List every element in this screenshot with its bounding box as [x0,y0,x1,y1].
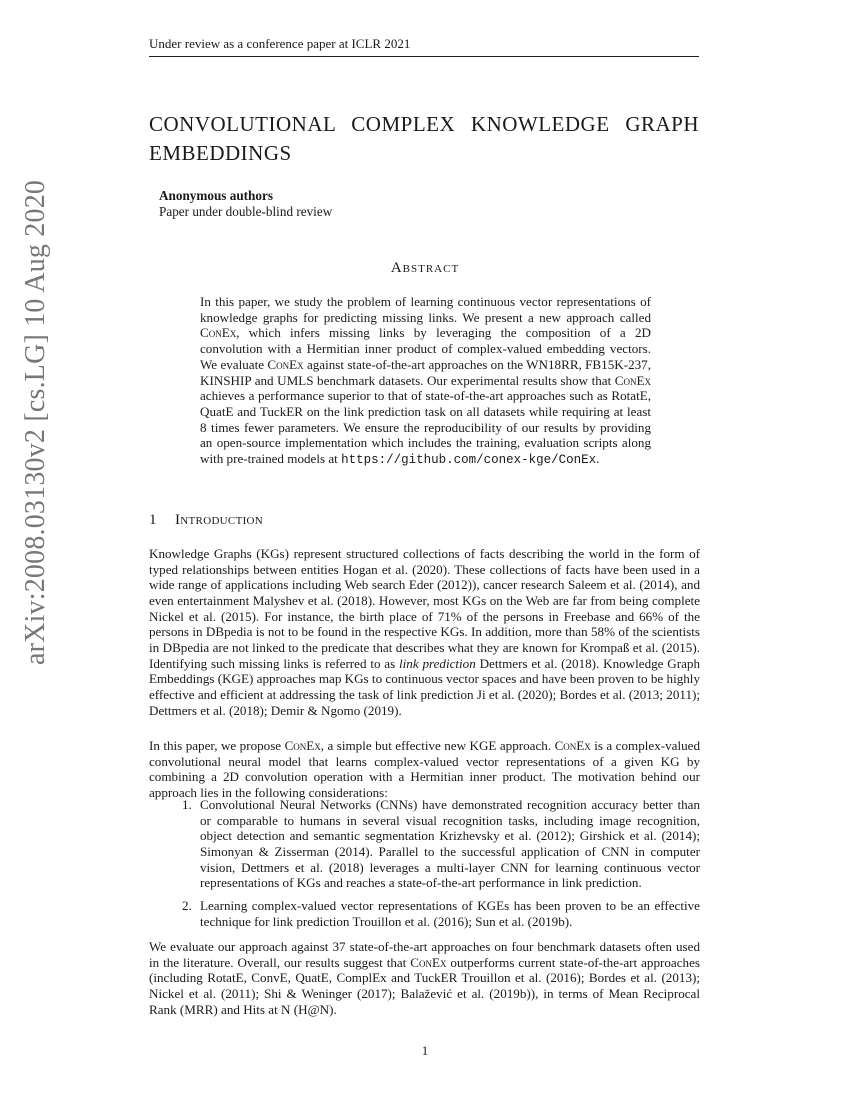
running-header: Under review as a conference paper at ICLR 2021 [149,36,699,57]
motivation-list [182,797,700,936]
model-name: ConEx [410,954,447,970]
list-item-number: 1. [182,797,192,812]
list-item [182,898,700,929]
section-title: Introduction [175,512,264,528]
section-heading-introduction [149,511,263,529]
model-name: ConEx [614,372,651,388]
abstract-text: In this paper, we study the problem of learning continuous vector representations of knowledge graphs for predicting missing links. We present a new approach called ConEx, which infers missing links by leveraging the composition of a 2D convolution with a Hermitian inner product of complex-valued embedding vectors. We evaluate ConEx against state-of-the-art approaches on the WN18RR, FB15K-237, KINSHIP and UMLS benchmark datasets. Our experimental results show that ConEx achieves a performance superior to that of state-of-the-art approaches such as RotatE, QuatE and TuckER on the link prediction task on all datasets while requiring at least 8 times fewer parameters. We ensure the reproducibility of our results by providing an open-source implementation which includes the training, evaluation scripts along with pre-trained models at https://github.com/conex-kge/ConEx. [200,294,651,468]
abstract-heading: Abstract [390,260,460,276]
emphasis-term: link prediction [399,655,476,671]
author-name: Anonymous authors [159,188,273,203]
list-item-text: Learning complex-valued vector representations of KGEs has been proven to be an effective technique for link prediction Trouillon et al. (2016); Sun et al. (2019b). [200,897,700,929]
list-item-number: 2. [182,897,192,913]
review-note: Paper under double-blind review [159,204,333,219]
author-block [159,188,332,220]
model-name: ConEx [200,325,237,341]
intro-paragraph-2: In this paper, we propose ConEx, a simple but effective new KGE approach. ConEx is a complex-valued convolutional neural model that learns complex-valued vector representations of a given KG by combining a 2D convolution operation with a Hermitian inner product. The motivation behind our approach lies in the following considerations: [149,738,701,800]
model-name: ConEx [284,738,321,753]
page-number: 1 [421,1043,429,1058]
arxiv-stamp: arXiv:2008.03130v2 [cs.LG] 10 Aug 2020 [20,179,51,665]
intro-paragraph-1: Knowledge Graphs (KGs) represent structured collections of facts describing the world in the form of typed relationships between entities Hogan et al. (2020). These collections of facts have been used in a wide range of applications including Web search Eder (2012)), cancer research Saleem et al. (2014), and even entertainment Malyshev et al. (2018). However, most KGs on the Web are far from being complete Nickel et al. (2015). For instance, the birth place of 71% of the persons in Freebase and 66% of the persons in DBpedia is not to be found in the respective KGs. In addition, more than 58% of the scientists in DBpedia are not linked to the predicate that describes what they are known for Krompaß et al. (2015). Identifying such missing links is referred to as link prediction Dettmers et al. (2018). Knowledge Graph Embeddings (KGE) approaches map KGs to continuous vector spaces and have been proven to be highly effective and efficient at addressing the task of link prediction Ji et al. (2020); Bordes et al. (2013; 2011); Dettmers et al. (2018); Demir & Ngomo (2019). [149,546,700,718]
section-number: 1 [149,512,157,528]
repository-link[interactable]: https://github.com/conex-kge/ConEx [341,453,597,468]
paper-title: CONVOLUTIONAL COMPLEX KNOWLEDGE GRAPH EMBEDDINGS [149,112,699,165]
list-item-text: Convolutional Neural Networks (CNNs) have demonstrated recognition accuracy better than or comparable to humans in several visual recognition tasks, including image recognition, object detection and semantic segmentation Krizhevsky et al. (2012); Girshick et al. (2014); Simonyan & Zisserman (2014). Parallel to the successful application of CNN in computer vision, Dettmers et al. (2018) leverages a multi-layer CNN for learning continuous vector representations of KGs and reaches a state-of-the-art performance in link prediction. [200,797,700,891]
intro-paragraph-3: We evaluate our approach against 37 state-of-the-art approaches on four benchmark datasets often used in the literature. Overall, our results suggest that ConEx outperforms current state-of-the-art approaches (including RotatE, ConvE, QuatE, ComplEx and TuckER Trouillon et al. (2016); Bordes et al. (2013); Nickel et al. (2011); Shi & Weninger (2017); Balažević et al. (2019b)), in terms of Mean Reciprocal Rank (MRR) and Hits at N (H@N). [149,939,700,1017]
model-name: ConEx [554,738,591,753]
model-name: ConEx [267,356,304,372]
list-item [182,797,700,891]
